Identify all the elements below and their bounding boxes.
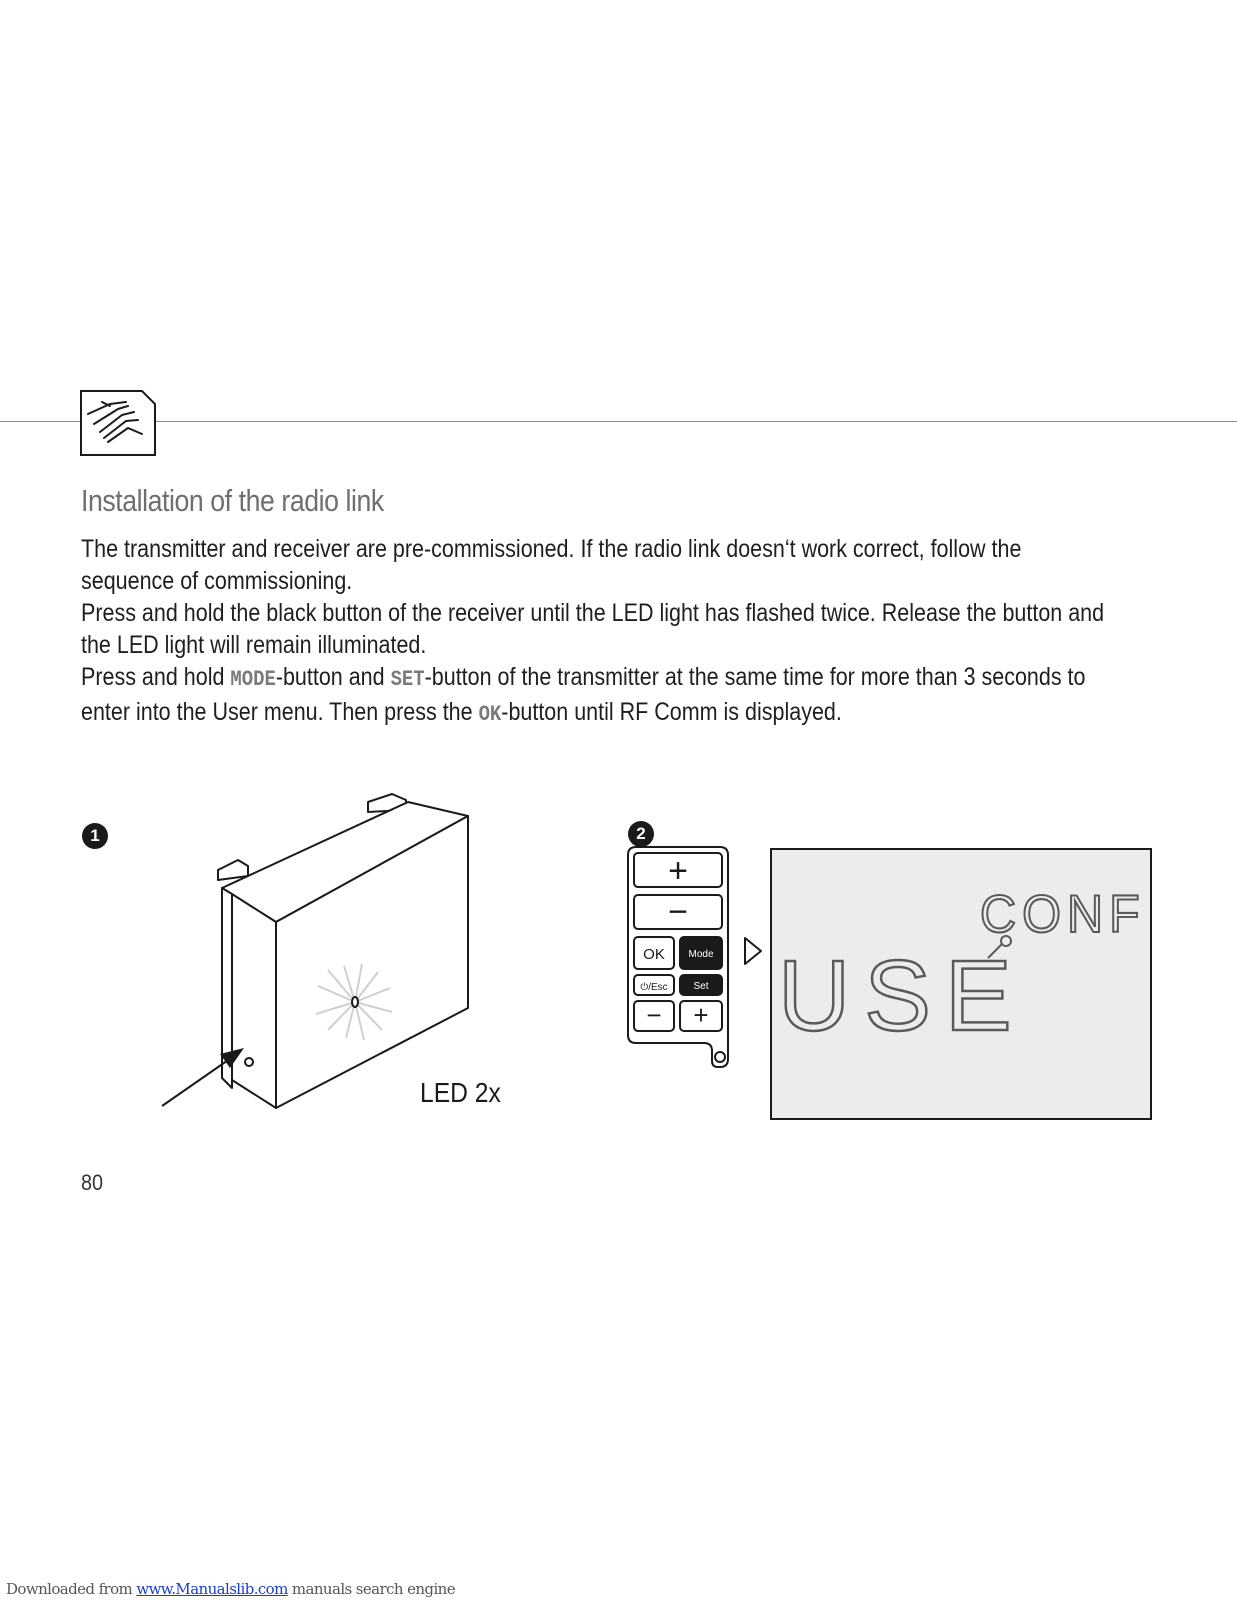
small-plus-label: + [693,1000,709,1030]
figure-1-number: 1 [82,823,108,849]
mode-button[interactable] [680,937,722,969]
lcd-conf-text: CONF [980,884,1146,944]
lcd-use-text: USE [778,940,1026,1052]
small-minus-button[interactable] [634,1000,674,1031]
section-divider [0,421,1237,422]
section-title: Installation of the radio link [81,483,384,518]
paragraph-3-part-d: -button until RF Comm is displayed. [501,698,842,726]
plus-button[interactable] [634,852,722,890]
paragraph-3-part-b: -button and [275,663,391,691]
paragraph-3-part-a: Press and hold [81,663,231,691]
paragraph-2: Press and hold the black button of the receiver until the LED light has flashed twice. Release the button and the LED light will remain illuminated. [81,599,1105,659]
set-button[interactable] [680,975,722,995]
footer-link[interactable]: www.Manualslib.com [136,1580,288,1598]
figure-2-number: 2 [628,821,654,847]
paragraph-1: The transmitter and receiver are pre-commissioned. If the radio link doesn‘t work correct, follow the sequence of commissioning. [81,535,1022,595]
mode-button-label: Mode [688,949,714,960]
hand-pointing-icon [80,390,156,456]
esc-button[interactable] [634,975,674,995]
plus-button-label: + [668,852,688,890]
ok-button[interactable] [634,937,674,969]
set-keyword: SET [390,667,425,692]
receiver-button [245,1058,253,1066]
footer-prefix: Downloaded from [6,1580,137,1598]
ok-button-label: OK [643,946,665,963]
set-button-label: Set [693,981,709,992]
footer-suffix: manuals search engine [287,1580,455,1598]
led-label: LED 2x [420,1077,501,1108]
minus-button[interactable] [634,893,722,931]
small-minus-label: − [646,1000,662,1030]
ok-keyword: OK [478,702,502,727]
page-number: 80 [81,1170,104,1195]
instructions-text [81,533,1113,731]
paragraph-3 [81,661,1113,731]
minus-button-label: − [668,893,688,931]
small-plus-button[interactable] [680,1000,722,1031]
mode-keyword: MODE [230,667,276,692]
esc-button-label: ⏻/Esc [640,982,668,993]
lcd-display [770,848,1152,1120]
paragraph-3-part-c: -button of the transmitter at the same time for more than 3 seconds to enter into the User menu. Then press the [81,663,1086,726]
footer [6,1580,455,1598]
transmitter-keypad [626,845,732,1070]
arrow-right-icon [742,935,764,967]
